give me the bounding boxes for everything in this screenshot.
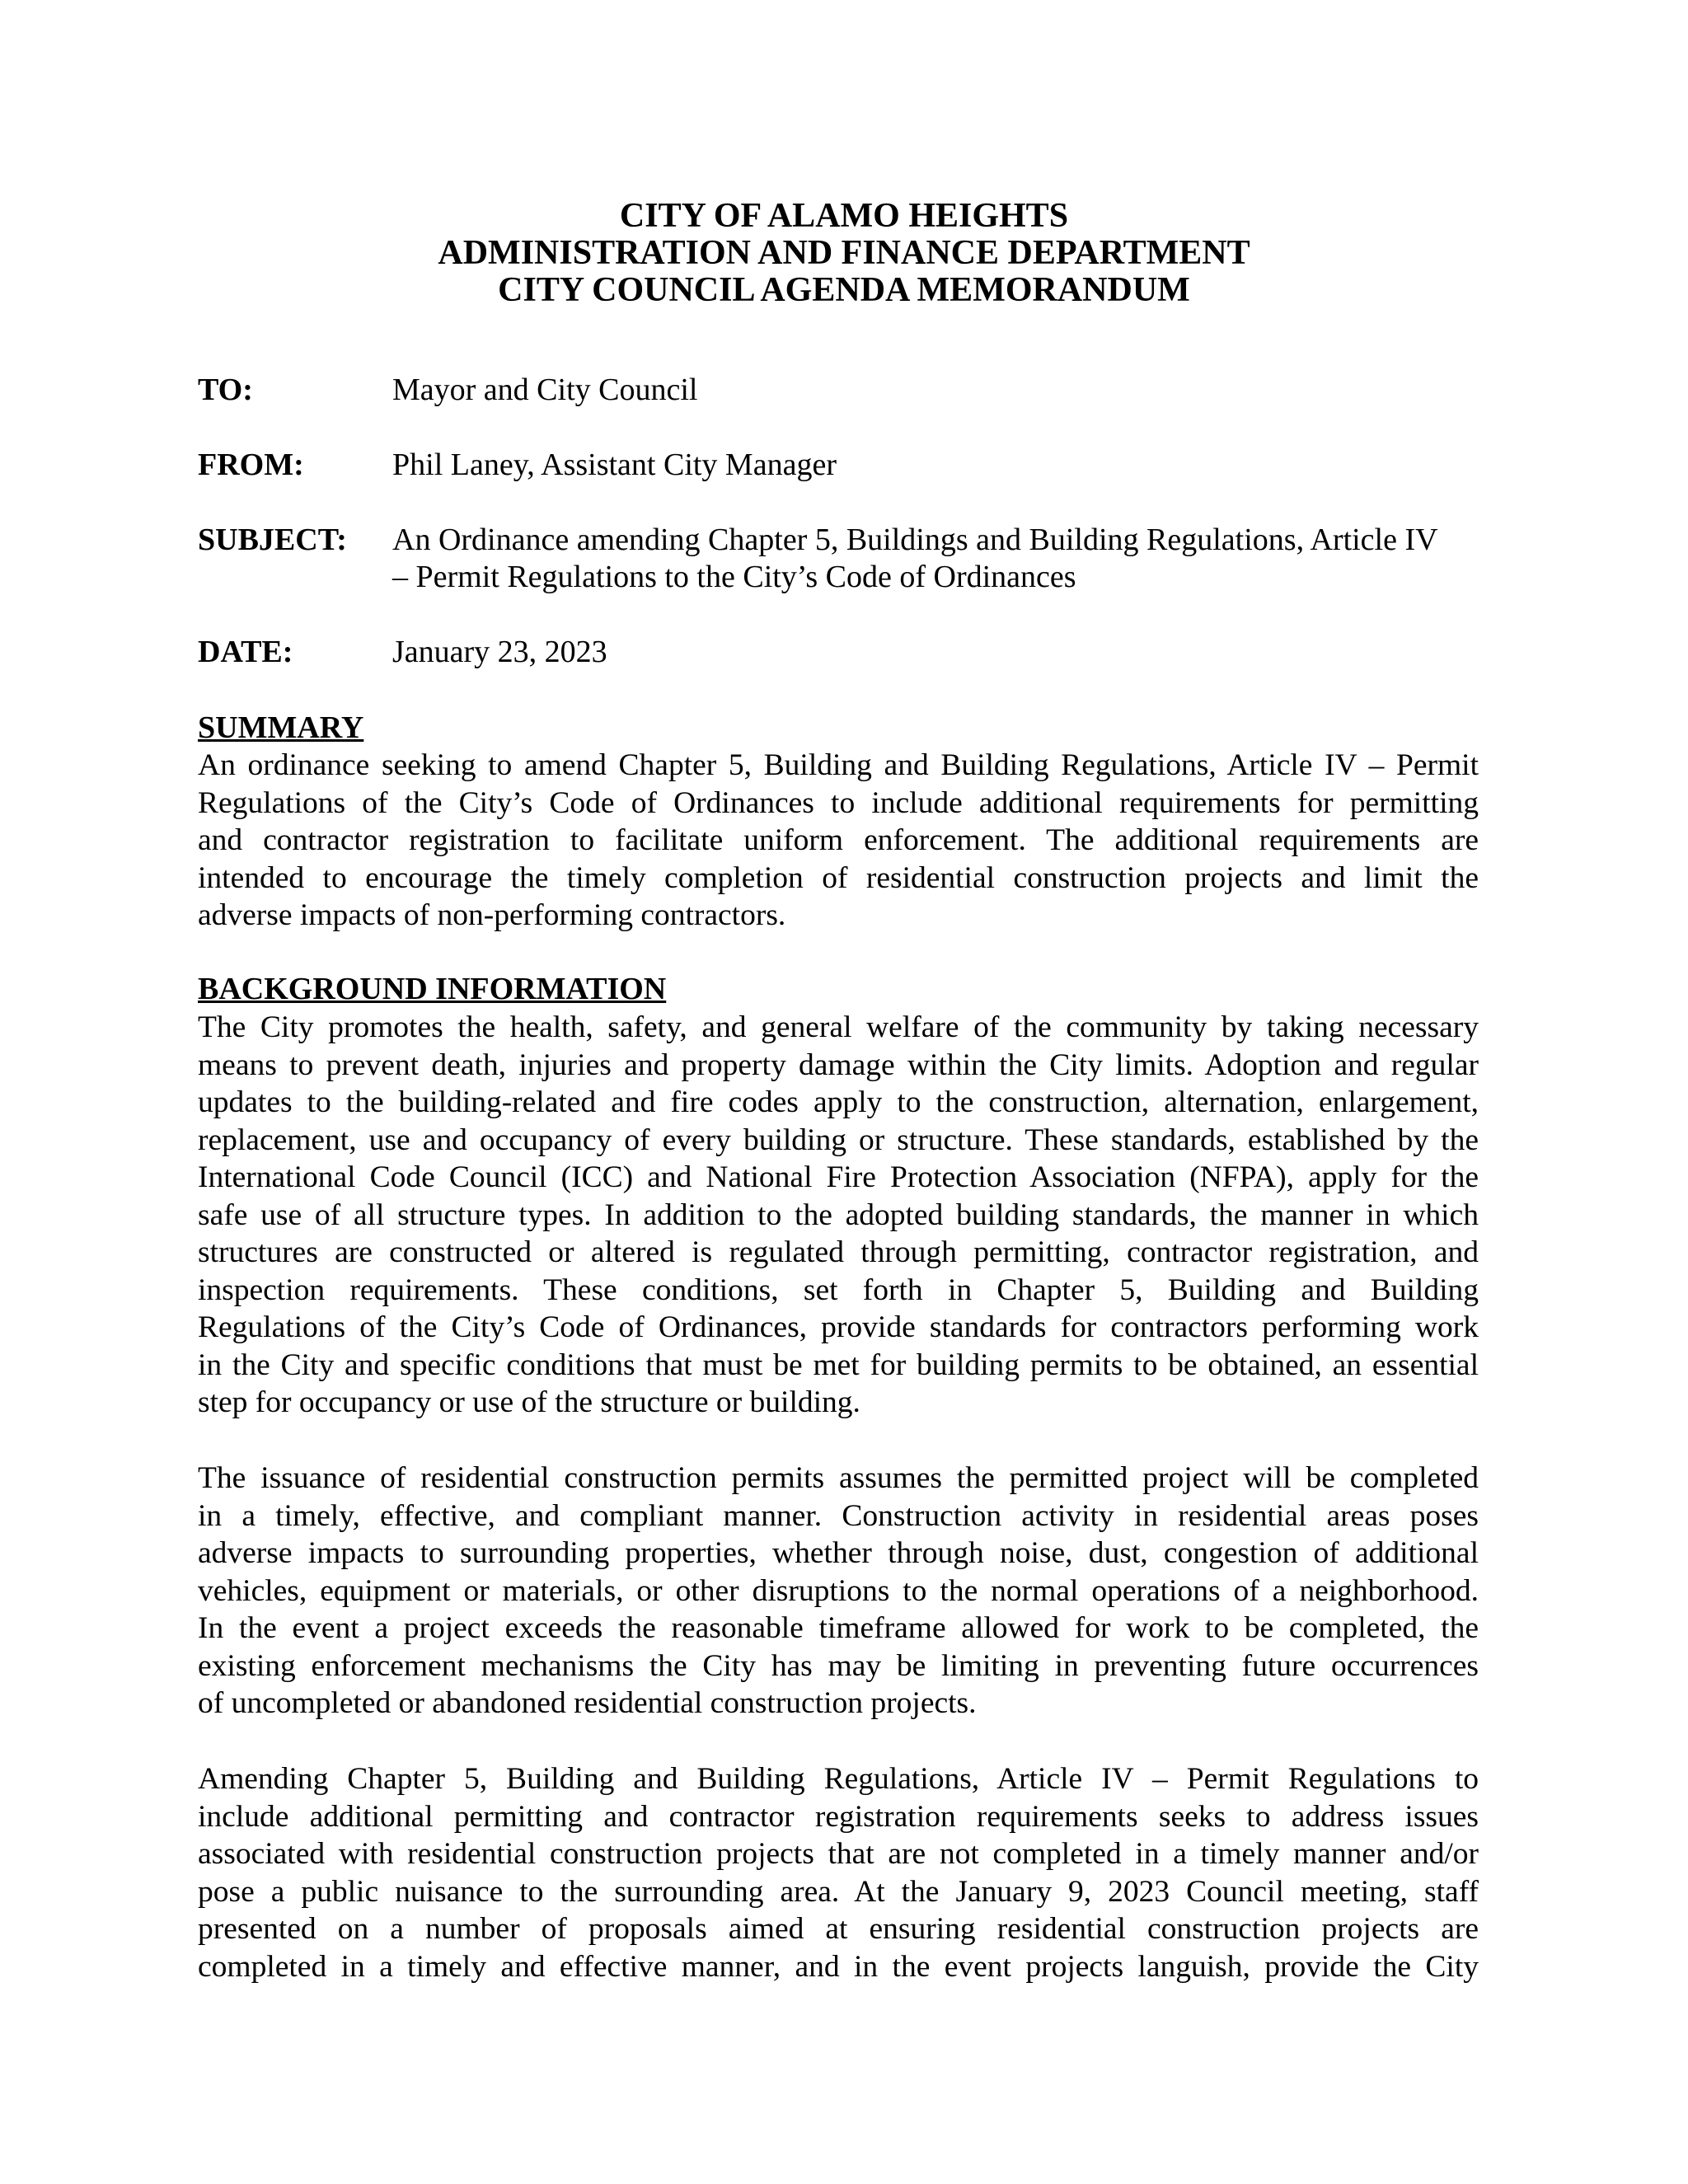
paragraph-line: structures are constructed or altered is regulated through permitting, contractor registration, and: [198, 1235, 1479, 1269]
to-value: Mayor and City Council: [392, 373, 698, 407]
paragraph-line: in a timely, effective, and compliant manner. Construction activity in residential areas poses: [198, 1498, 1479, 1533]
paragraph-line: International Code Council (ICC) and National Fire Protection Association (NFPA), apply for the: [198, 1160, 1479, 1194]
background-title: BACKGROUND INFORMATION: [198, 972, 667, 1006]
subject-label: SUBJECT:: [198, 523, 347, 557]
background-paragraph-1: [198, 1009, 1479, 1422]
paragraph-line: step for occupancy or use of the structure or building.: [198, 1385, 860, 1419]
paragraph-line: updates to the building-related and fire codes apply to the construction, alternation, enlargement,: [198, 1085, 1479, 1119]
paragraph-line: vehicles, equipment or materials, or other disruptions to the normal operations of a neighborhood.: [198, 1573, 1479, 1608]
document-heading: [0, 198, 1688, 309]
paragraph-line: inspection requirements. These conditions, set forth in Chapter 5, Building and Building: [198, 1272, 1479, 1307]
summary-line: adverse impacts of non-performing contractors.: [198, 898, 786, 932]
subject-value: [392, 522, 1673, 596]
from-value: Phil Laney, Assistant City Manager: [392, 448, 837, 482]
summary-line: Regulations of the City’s Code of Ordinances to include additional requirements for permitting: [198, 785, 1479, 820]
paragraph-line: pose a public nuisance to the surrounding area. At the January 9, 2023 Council meeting, staff: [198, 1874, 1479, 1909]
paragraph-line: means to prevent death, injuries and property damage within the City limits. Adoption and regular: [198, 1047, 1479, 1082]
paragraph-line: The City promotes the health, safety, and general welfare of the community by taking necessary: [198, 1010, 1479, 1044]
summary-line: An ordinance seeking to amend Chapter 5, Building and Building Regulations, Article IV – Permit: [198, 748, 1479, 782]
paragraph-line: presented on a number of proposals aimed at ensuring residential construction projects are: [198, 1912, 1479, 1946]
paragraph-line: Amending Chapter 5, Building and Building Regulations, Article IV – Permit Regulations to: [198, 1762, 1479, 1796]
subject-line-2: – Permit Regulations to the City’s Code of Ordinances: [392, 560, 1076, 594]
paragraph-line: adverse impacts to surrounding properties, whether through noise, dust, congestion of additional: [198, 1536, 1479, 1570]
subject-line-1: An Ordinance amending Chapter 5, Buildings and Building Regulations, Article IV: [392, 523, 1438, 557]
date-label: DATE:: [198, 635, 293, 669]
paragraph-line: associated with residential construction projects that are not completed in a timely manner and/or: [198, 1837, 1479, 1871]
paragraph-line: Regulations of the City’s Code of Ordinances, provide standards for contractors performing work: [198, 1310, 1479, 1344]
heading-city: CITY OF ALAMO HEIGHTS: [619, 197, 1069, 235]
summary-line: and contractor registration to facilitate uniform enforcement. The additional requirements are: [198, 823, 1479, 857]
heading-memo-type: CITY COUNCIL AGENDA MEMORANDUM: [498, 271, 1190, 309]
to-label: TO:: [198, 373, 253, 407]
heading-department: ADMINISTRATION AND FINANCE DEPARTMENT: [438, 234, 1250, 272]
background-paragraph-3: [198, 1760, 1479, 1985]
from-label: FROM:: [198, 448, 304, 482]
summary-title: SUMMARY: [198, 710, 364, 745]
background-paragraph-2: [198, 1460, 1479, 1722]
paragraph-line: replacement, use and occupancy of every building or structure. These standards, established by the: [198, 1122, 1479, 1157]
paragraph-line: safe use of all structure types. In addition to the adopted building standards, the manner in which: [198, 1197, 1479, 1232]
paragraph-line: include additional permitting and contractor registration requirements seeks to address issues: [198, 1799, 1479, 1834]
summary-paragraph: [198, 747, 1479, 935]
paragraph-line: In the event a project exceeds the reasonable timeframe allowed for work to be completed, the: [198, 1611, 1479, 1645]
summary-line: intended to encourage the timely completion of residential construction projects and limit the: [198, 860, 1479, 895]
paragraph-line: of uncompleted or abandoned residential construction projects.: [198, 1686, 977, 1720]
paragraph-line: completed in a timely and effective manner, and in the event projects languish, provide the City: [198, 1949, 1479, 1984]
paragraph-line: existing enforcement mechanisms the City has may be limiting in preventing future occurrences: [198, 1648, 1479, 1683]
date-value: January 23, 2023: [392, 635, 607, 669]
paragraph-line: The issuance of residential construction permits assumes the permitted project will be completed: [198, 1461, 1479, 1495]
paragraph-line: in the City and specific conditions that must be met for building permits to be obtained, an essential: [198, 1347, 1479, 1382]
